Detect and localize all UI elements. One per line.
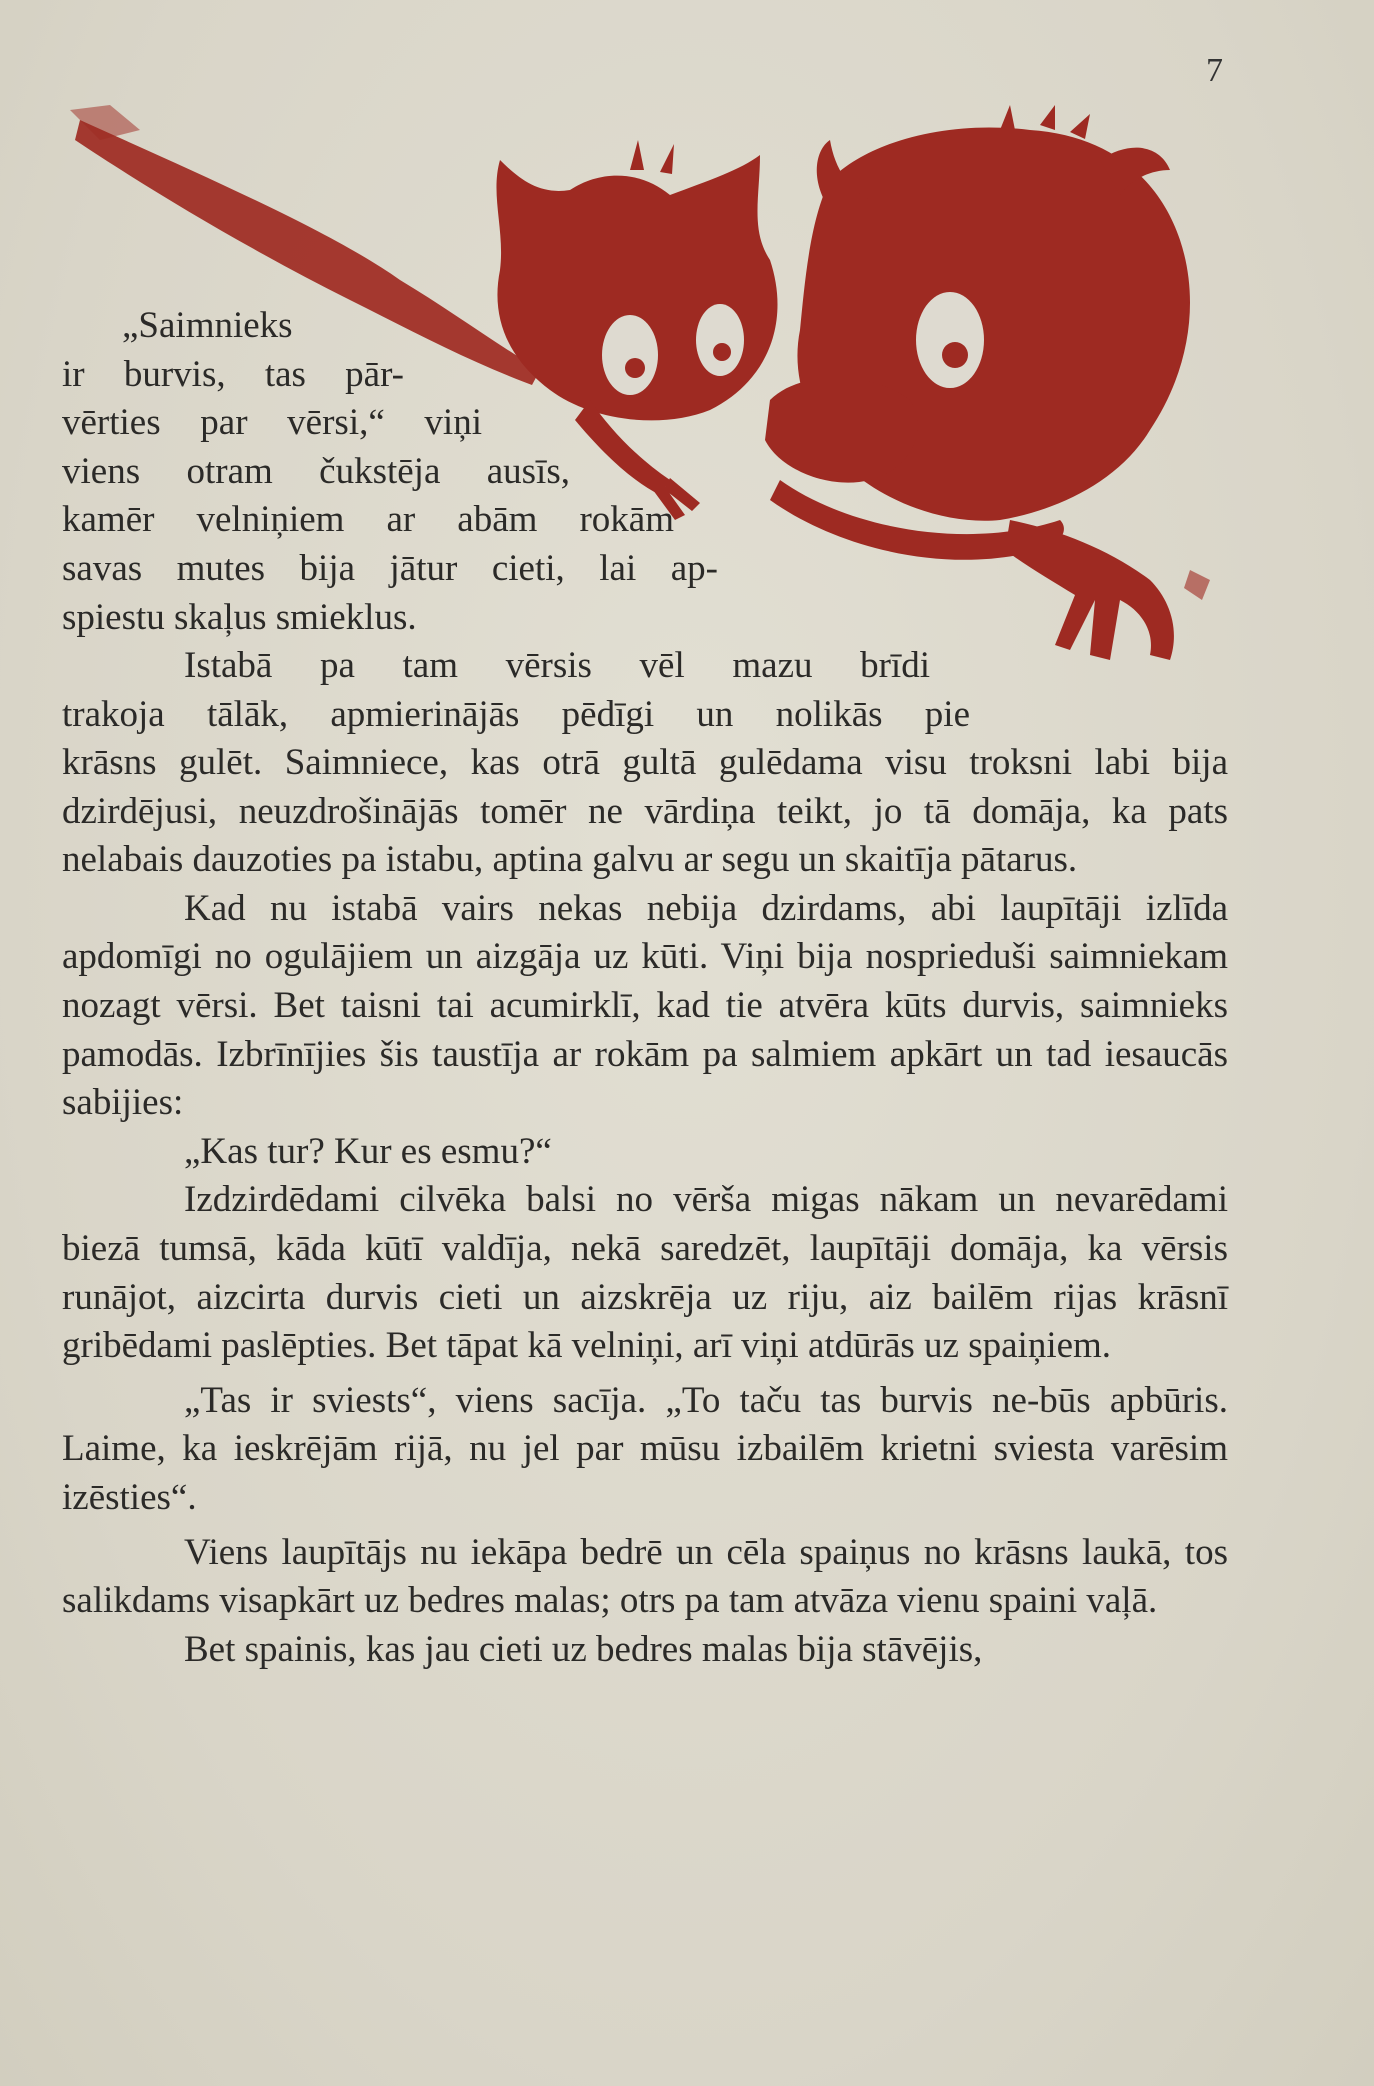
paragraph: Viens laupītājs nu iekāpa bedrē un cēla spaiņus no krāsns laukā, tos salikdams visapkārt uz bedres malas; otrs pa tam atvāza vienu spaini vaļā. <box>62 1531 1228 1622</box>
text-line: „Saimnieks <box>122 305 293 346</box>
paragraph: „Kas tur? Kur es esmu?“ <box>184 1130 552 1172</box>
paragraph: krāsns gulēt. Saimniece, kas otrā gultā gulēdama visu troksni labi bija dzirdējusi, neuzdrošinājās tomēr ne vārdiņa teikt, jo tā domāja, ka pats nelabais dauzoties pa istabu, aptina galvu ar segu un skaitīja pātarus. <box>62 742 1228 881</box>
text-line: viens otram čukstēja ausīs, <box>62 450 570 492</box>
text-line: Istabā pa tam vērsis vēl mazu brīdi <box>184 645 930 687</box>
paragraph: „Tas ir sviests“, viens sacīja. „To taču tas burvis ne-būs apbūris. Laime, ka ieskrējām rijā, nu jel par mūsu izbailēm krietni sviesta varēsim izēsties“. <box>62 1379 1228 1518</box>
text-line: ir burvis, tas pār- <box>62 353 404 395</box>
body-text <box>62 739 1228 1674</box>
text-line: spiestu skaļus smieklus. <box>62 596 417 638</box>
paragraph: Bet spainis, kas jau cieti uz bedres malas bija stāvējis, <box>184 1628 983 1670</box>
page-number: 7 <box>1206 52 1223 89</box>
text-line: vērties par vērsi,“ viņi <box>62 402 482 444</box>
text-line: kamēr velniņiem ar abām rokām <box>62 499 674 541</box>
wrapped-text <box>62 302 1228 739</box>
text-line: savas mutes bija jātur cieti, lai ap- <box>62 547 718 589</box>
text-line: trakoja tālāk, apmierinājās pēdīgi un nolikās pie <box>62 693 970 735</box>
paragraph: Kad nu istabā vairs nekas nebija dzirdams, abi laupītāji izlīda apdomīgi no ogulājiem un aizgāja uz kūti. Viņi bija nosprieduši saimniekam nozagt vērsi. Bet taisni tai acumirklī, kad tie atvēra kūts durvis, saimnieks pamodās. Izbrīnījies šis taustīja ar rokām pa salmiem apkārt un tad iesaucās sabijies: <box>62 887 1228 1124</box>
paragraph: Izdzirdēdami cilvēka balsi no vērša migas nākam un nevarēdami biezā tumsā, kāda kūtī valdīja, nekā saredzēt, laupītāji domāja, ka vērsis runājot, aizcirta durvis cieti un aizskrēja uz riju, aiz bailēm rijas krāsnī gribēdami paslēpties. Bet tāpat kā velniņi, arī viņi atdūrās uz spaiņiem. <box>62 1179 1228 1367</box>
